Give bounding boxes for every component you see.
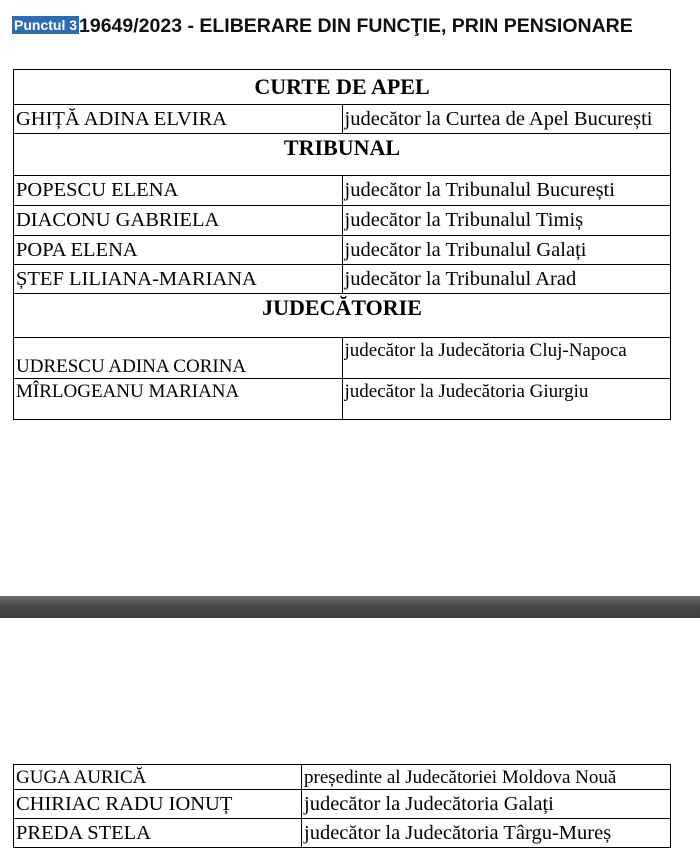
- judge-position: judecător la Curtea de Apel București: [342, 105, 671, 134]
- judge-name: MÎRLOGEANU MARIANA: [14, 379, 343, 420]
- judge-position: judecător la Judecătoria Giurgiu: [342, 379, 671, 420]
- judge-position: judecător la Tribunalul Arad: [342, 265, 671, 294]
- judge-position: judecător la Judecătoria Galați: [302, 790, 671, 819]
- table-row: [14, 265, 671, 294]
- judge-name: GHIȚĂ ADINA ELVIRA: [14, 105, 343, 134]
- judges-table-page-2: [13, 764, 671, 848]
- judge-name: ȘTEF LILIANA-MARIANA: [14, 265, 343, 294]
- table-row: [14, 176, 671, 206]
- judge-name: GUGA AURICĂ: [14, 765, 302, 790]
- table-row: [14, 819, 671, 848]
- section-heading-court-of-appeal: CURTE DE APEL: [14, 70, 671, 105]
- judge-name: DIACONU GABRIELA: [14, 206, 343, 236]
- table-row: [14, 206, 671, 236]
- item-title: 19649/2023 - ELIBERARE DIN FUNCŢIE, PRIN PENSIONARE: [79, 15, 633, 37]
- judge-name: CHIRIAC RADU IONUȚ: [14, 790, 302, 819]
- judge-position: judecător la Tribunalul Timiș: [342, 206, 671, 236]
- judge-position: judecător la Tribunalul Galați: [342, 236, 671, 265]
- section-heading-courthouse: JUDECĂTORIE: [14, 294, 671, 338]
- table-row: [14, 379, 671, 420]
- page-separator: [0, 596, 700, 618]
- table-row: [14, 790, 671, 819]
- highlighted-item-label: Punctul 3: [14, 17, 78, 33]
- judge-name: PREDA STELA: [14, 819, 302, 848]
- table-row: [14, 105, 671, 134]
- judge-name: UDRESCU ADINA CORINA: [14, 338, 343, 379]
- table-row: [14, 765, 671, 790]
- judge-name: POPESCU ELENA: [14, 176, 343, 206]
- judge-position: judecător la Judecătoria Târgu-Mureș: [302, 819, 671, 848]
- judge-position: judecător la Judecătoria Cluj-Napoca: [342, 338, 671, 379]
- judges-table-page-1: [13, 69, 671, 420]
- judge-name: POPA ELENA: [14, 236, 343, 265]
- section-heading-tribunal: TRIBUNAL: [14, 134, 671, 176]
- item-heading: [12, 12, 633, 38]
- judge-position: judecător la Tribunalul București: [342, 176, 671, 206]
- table-row: [14, 236, 671, 265]
- judge-position: președinte al Judecătoriei Moldova Nouă: [302, 765, 671, 790]
- table-row: [14, 338, 671, 379]
